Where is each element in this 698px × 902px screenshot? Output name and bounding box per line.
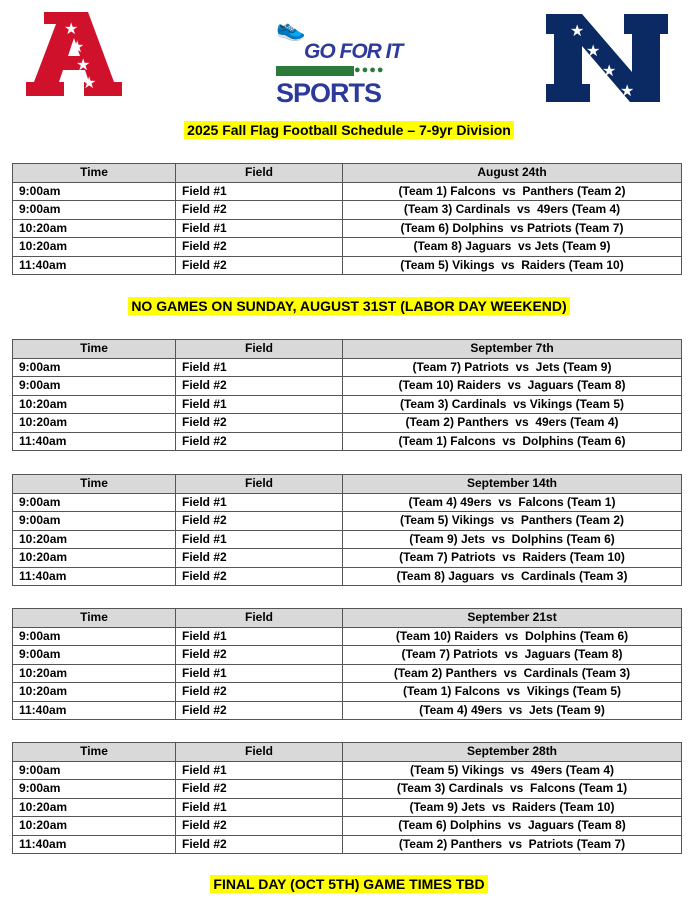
game-field: Field #1 xyxy=(176,358,343,377)
game-field: Field #2 xyxy=(176,817,343,836)
game-matchup: (Team 9) Jets vs Raiders (Team 10) xyxy=(343,798,682,817)
table-row xyxy=(13,627,682,646)
game-matchup: (Team 3) Cardinals vs 49ers (Team 4) xyxy=(343,201,682,220)
table-row xyxy=(13,256,682,275)
table-row xyxy=(13,432,682,451)
game-matchup: (Team 5) Vikings vs Raiders (Team 10) xyxy=(343,256,682,275)
game-time: 10:20am xyxy=(13,238,176,257)
game-matchup: (Team 6) Dolphins vs Jaguars (Team 8) xyxy=(343,817,682,836)
game-time: 10:20am xyxy=(13,219,176,238)
schedule-title: 2025 Fall Flag Football Schedule – 7-9yr Division xyxy=(0,122,698,138)
game-time: 9:00am xyxy=(13,512,176,531)
schedule-table xyxy=(12,163,682,275)
game-time: 10:20am xyxy=(13,530,176,549)
date-header: September 28th xyxy=(343,743,682,762)
table-row xyxy=(13,664,682,683)
game-matchup: (Team 5) Vikings vs Panthers (Team 2) xyxy=(343,512,682,531)
game-time: 10:20am xyxy=(13,549,176,568)
afc-logo xyxy=(26,12,122,96)
game-field: Field #2 xyxy=(176,646,343,665)
game-matchup: (Team 1) Falcons vs Dolphins (Team 6) xyxy=(343,432,682,451)
game-matchup: (Team 1) Falcons vs Vikings (Team 5) xyxy=(343,683,682,702)
game-field: Field #1 xyxy=(176,395,343,414)
svg-text:★: ★ xyxy=(602,61,617,80)
game-time: 10:20am xyxy=(13,414,176,433)
game-field: Field #2 xyxy=(176,512,343,531)
schedule-table xyxy=(12,608,682,720)
svg-text:★: ★ xyxy=(586,41,601,60)
header-row xyxy=(13,164,682,183)
game-matchup: (Team 9) Jets vs Dolphins (Team 6) xyxy=(343,530,682,549)
game-field: Field #1 xyxy=(176,219,343,238)
game-matchup: (Team 3) Cardinals vs Vikings (Team 5) xyxy=(343,395,682,414)
game-time: 10:20am xyxy=(13,798,176,817)
table-row xyxy=(13,414,682,433)
game-time: 9:00am xyxy=(13,377,176,396)
game-matchup: (Team 2) Panthers vs 49ers (Team 4) xyxy=(343,414,682,433)
table-row xyxy=(13,646,682,665)
game-matchup: (Team 1) Falcons vs Panthers (Team 2) xyxy=(343,182,682,201)
header-row xyxy=(13,609,682,628)
table-row xyxy=(13,761,682,780)
table-row xyxy=(13,780,682,799)
logo-text-sports: SPORTS xyxy=(276,78,382,108)
time-header: Time xyxy=(13,340,176,359)
game-field: Field #2 xyxy=(176,780,343,799)
field-header: Field xyxy=(176,609,343,628)
time-header: Time xyxy=(13,743,176,762)
game-matchup: (Team 8) Jaguars vs Jets (Team 9) xyxy=(343,238,682,257)
game-time: 10:20am xyxy=(13,664,176,683)
table-row xyxy=(13,219,682,238)
game-time: 11:40am xyxy=(13,567,176,586)
game-field: Field #1 xyxy=(176,664,343,683)
game-field: Field #1 xyxy=(176,798,343,817)
game-time: 9:00am xyxy=(13,646,176,665)
table-row xyxy=(13,567,682,586)
no-games-notice: NO GAMES ON SUNDAY, AUGUST 31ST (LABOR DAY WEEKEND) xyxy=(0,298,698,314)
game-time: 9:00am xyxy=(13,201,176,220)
table-row xyxy=(13,201,682,220)
nfc-logo xyxy=(546,14,668,102)
table-row xyxy=(13,835,682,854)
game-time: 10:20am xyxy=(13,683,176,702)
table-row xyxy=(13,701,682,720)
svg-text:★: ★ xyxy=(76,55,91,74)
game-field: Field #2 xyxy=(176,256,343,275)
game-field: Field #1 xyxy=(176,182,343,201)
final-day-notice: FINAL DAY (OCT 5TH) GAME TIMES TBD xyxy=(0,876,698,892)
game-field: Field #2 xyxy=(176,377,343,396)
game-matchup: (Team 4) 49ers vs Jets (Team 9) xyxy=(343,701,682,720)
game-matchup: (Team 2) Panthers vs Cardinals (Team 3) xyxy=(343,664,682,683)
game-matchup: (Team 7) Patriots vs Raiders (Team 10) xyxy=(343,549,682,568)
table-row xyxy=(13,182,682,201)
game-time: 11:40am xyxy=(13,701,176,720)
game-matchup: (Team 2) Panthers vs Patriots (Team 7) xyxy=(343,835,682,854)
game-matchup: (Team 6) Dolphins vs Patriots (Team 7) xyxy=(343,219,682,238)
game-field: Field #1 xyxy=(176,493,343,512)
game-field: Field #2 xyxy=(176,238,343,257)
svg-text:★: ★ xyxy=(620,81,635,100)
game-time: 9:00am xyxy=(13,358,176,377)
header-row xyxy=(13,340,682,359)
game-time: 9:00am xyxy=(13,761,176,780)
game-time: 11:40am xyxy=(13,835,176,854)
game-field: Field #2 xyxy=(176,549,343,568)
date-header: August 24th xyxy=(343,164,682,183)
game-field: Field #2 xyxy=(176,201,343,220)
game-matchup: (Team 7) Patriots vs Jaguars (Team 8) xyxy=(343,646,682,665)
table-row xyxy=(13,395,682,414)
game-matchup: (Team 8) Jaguars vs Cardinals (Team 3) xyxy=(343,567,682,586)
game-time: 9:00am xyxy=(13,780,176,799)
table-row xyxy=(13,377,682,396)
game-field: Field #2 xyxy=(176,701,343,720)
game-field: Field #1 xyxy=(176,627,343,646)
date-header: September 7th xyxy=(343,340,682,359)
time-header: Time xyxy=(13,609,176,628)
game-time: 10:20am xyxy=(13,395,176,414)
game-matchup: (Team 10) Raiders vs Jaguars (Team 8) xyxy=(343,377,682,396)
game-matchup: (Team 10) Raiders vs Dolphins (Team 6) xyxy=(343,627,682,646)
winged-shoe-icon: 👟 xyxy=(276,15,306,42)
schedule-table xyxy=(12,339,682,451)
game-time: 10:20am xyxy=(13,817,176,836)
date-header: September 14th xyxy=(343,475,682,494)
game-matchup: (Team 7) Patriots vs Jets (Team 9) xyxy=(343,358,682,377)
table-row xyxy=(13,530,682,549)
schedule-table xyxy=(12,742,682,854)
game-field: Field #2 xyxy=(176,432,343,451)
logo-text-go-for-it: GO FOR IT xyxy=(304,40,403,63)
svg-text:★: ★ xyxy=(70,37,85,56)
game-matchup: (Team 3) Cardinals vs Falcons (Team 1) xyxy=(343,780,682,799)
game-field: Field #2 xyxy=(176,835,343,854)
game-matchup: (Team 4) 49ers vs Falcons (Team 1) xyxy=(343,493,682,512)
table-row xyxy=(13,512,682,531)
game-time: 9:00am xyxy=(13,182,176,201)
game-field: Field #2 xyxy=(176,414,343,433)
game-field: Field #1 xyxy=(176,761,343,780)
table-row xyxy=(13,798,682,817)
table-row xyxy=(13,238,682,257)
game-time: 11:40am xyxy=(13,432,176,451)
svg-text:★: ★ xyxy=(64,19,79,38)
game-field: Field #2 xyxy=(176,567,343,586)
go-for-it-sports-logo: 👟 GO FOR IT ●●●● SPORTS xyxy=(276,15,403,108)
field-header: Field xyxy=(176,743,343,762)
game-time: 9:00am xyxy=(13,627,176,646)
game-time: 9:00am xyxy=(13,493,176,512)
header-row xyxy=(13,743,682,762)
table-row xyxy=(13,683,682,702)
time-header: Time xyxy=(13,164,176,183)
svg-text:★: ★ xyxy=(82,73,97,92)
date-header: September 21st xyxy=(343,609,682,628)
time-header: Time xyxy=(13,475,176,494)
game-field: Field #2 xyxy=(176,683,343,702)
table-row xyxy=(13,358,682,377)
table-row xyxy=(13,817,682,836)
game-matchup: (Team 5) Vikings vs 49ers (Team 4) xyxy=(343,761,682,780)
field-header: Field xyxy=(176,475,343,494)
field-header: Field xyxy=(176,164,343,183)
field-header: Field xyxy=(176,340,343,359)
table-row xyxy=(13,549,682,568)
game-field: Field #1 xyxy=(176,530,343,549)
table-row xyxy=(13,493,682,512)
game-time: 11:40am xyxy=(13,256,176,275)
schedule-table xyxy=(12,474,682,586)
svg-text:★: ★ xyxy=(570,21,585,40)
header-row xyxy=(13,475,682,494)
